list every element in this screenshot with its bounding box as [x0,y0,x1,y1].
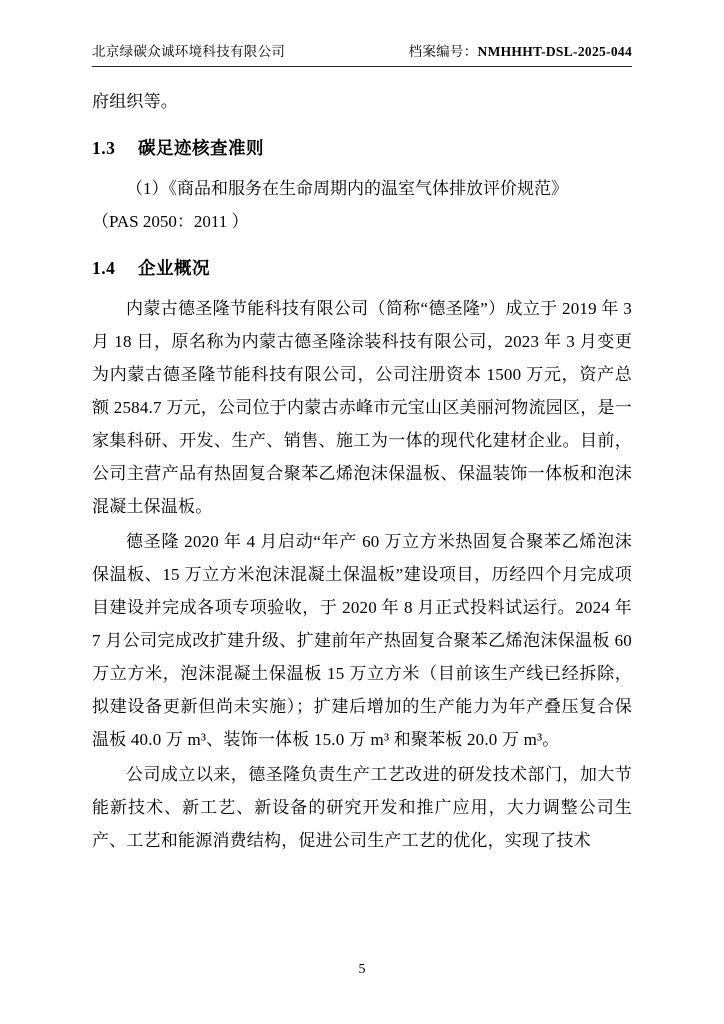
section-title-1-3: 碳足迹核查准则 [138,138,264,158]
header-archive-number [409,40,632,60]
header-company-name: 北京绿碳众诚环境科技有限公司 [92,44,286,59]
criteria-item-1: （1）《商品和服务在生命周期内的温室气体排放评价规范》 [126,179,568,198]
page-content [92,40,632,859]
section-heading-1-4 [92,252,632,284]
section-title-1-4: 企业概况 [138,258,210,278]
company-overview-paragraph-3: 公司成立以来，德圣隆负责生产工艺改进的研发技术部门，加大节能新技术、新工艺、新设备的研究开发和推广应用，大力调整公司生产、工艺和能源消费结构，促进公司生产工艺的优化，实现了技术 [92,765,632,850]
section-heading-1-3 [92,132,632,164]
page-header [92,40,632,67]
document-body [92,85,632,857]
section-number-1-3: 1.3 [92,138,116,158]
continued-paragraph: 府组织等。 [92,92,178,111]
company-overview-paragraph-2: 德圣隆 2020 年 4 月启动“年产 60 万立方米热固复合聚苯乙烯泡沫保温板、15 万立方米泡沫混凝土保温板”建设项目，历经四个月完成项目建设并完成各项专项验收，于 2020 年 8 月正式投料试运行。2024 年 7 月公司完成改扩建升级、扩建前年产热固复合聚苯乙烯泡沫保温板 60 万立方米，泡沫混凝土保温板 15 万立方米（目前该生产线已经拆除，拟建设备更新但尚未实施）；扩建后增加的生产能力为年产叠压复合保温板 40.0 万 m³、装饰一体板 15.0 万 m³ 和聚苯板 20.0 万 m³。 [92,532,632,749]
archive-label: 档案编号： [408,44,478,59]
section-number-1-4: 1.4 [92,258,116,278]
criteria-item-1-continued: （PAS 2050：2011 ） [92,212,249,231]
page-number: 5 [358,962,366,977]
archive-value: NMHHHT-DSL-2025-044 [477,44,632,59]
company-overview-paragraph-1: 内蒙古德圣隆节能科技有限公司（简称“德圣隆”）成立于 2019 年 3 月 18 日，原名称为内蒙古德圣隆涂装科技有限公司，2023 年 3 月变更为内蒙古德圣隆节能科技有限公司，公司注册资本 1500 万元，资产总额 2584.7 万元，公司位于内蒙古赤峰市元宝山区美丽河物流园区，是一家集科研、开发、生产、销售、施工为一体的现代化建材企业。目前，公司主营产品有热固复合聚苯乙烯泡沫保温板、保温装饰一体板和泡沫混凝土保温板。 [92,299,632,516]
